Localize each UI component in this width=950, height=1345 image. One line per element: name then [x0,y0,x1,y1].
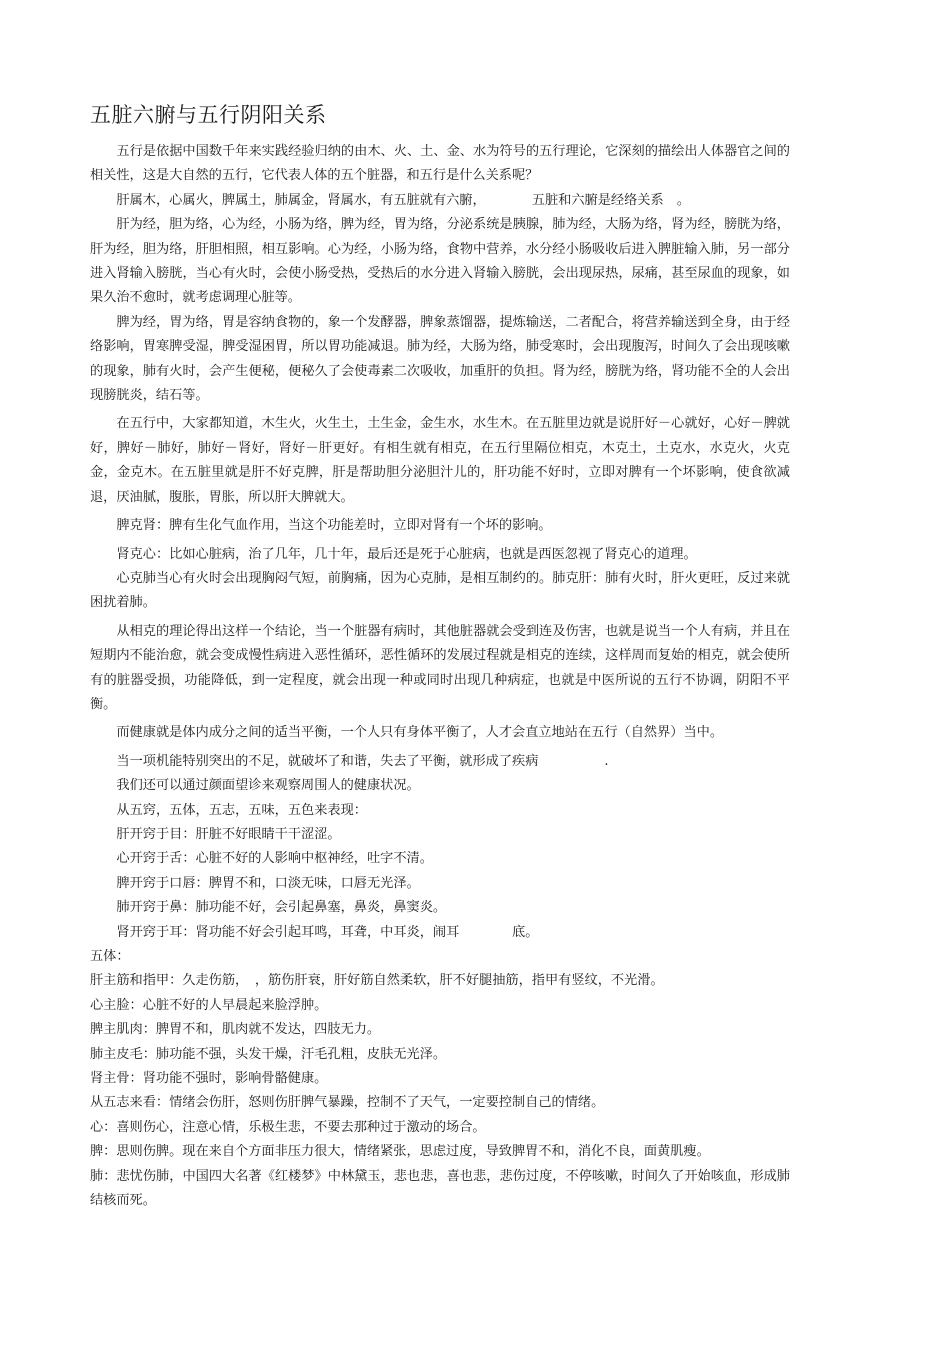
section-heading-five-bodies: 五体： [90,949,130,964]
paragraph-health-balance: 而健康就是体内成分之间的适当平衡，一个人只有身体平衡了，人才会直立地站在五行（自然界）当中。 [116,725,724,741]
line-spleen-thought: 脾：思则伤脾。现在来自个方面非压力很大，情绪紧张，思虑过度，导致脾胃不和，消化不良，面黄肌瘦。 [90,1144,710,1160]
paragraph-facial-diagnosis: 我们还可以通过颜面望诊来观察周围人的健康状况。 [116,778,420,794]
line-heart-joy: 心：喜则伤心，注意心情，乐极生悲，不要去那种过于激动的场合。 [90,1119,486,1135]
paragraph-disease: 当一项机能特别突出的不足，就破坏了和谐，失去了平衡，就形成了疾病 . [116,753,609,769]
line-kidney-bone: 肾主骨：肾功能不强时，影响骨骼健康。 [90,1071,328,1087]
paragraph-generation-cycle: 在五行中，大家都知道，木生火，火生土，土生金，金生水，水生木。在五脏里边就是说肝好－心就好，心好－脾就好，脾好－肺好，肺好－肾好，肾好－肝更好。有相生就有相克，在五行里隔位相克，木克土，土克水，水克火，火克金，金克木。在五脏里就是肝不好克脾，肝是帮助胆分泌胆汁儿的，肝功能不好时，立即对脾有一个坏影响，使食欲减退，厌油腻，腹胀，胃胀，所以肝大脾就大。 [90,416,790,505]
paragraph-liver-meridian: 肝为经，胆为络，心为经，小肠为络，脾为经，胃为络，分泌系统是胰腺，肺为经，大肠为络，肾为经，膀胱为络，肝为经，胆为络，肝胆相照，相互影响。心为经，小肠为络，食物中营养，水分经小肠吸收后进入脾脏输入肺，另一部分进入肾输入膀胱，当心有火时，会使小肠受热，受热后的水分进入肾输入膀胱，会出现尿热，尿痛，甚至尿血的现象，如果久治不愈时，就考虑调理心脏等。 [90,217,790,306]
paragraph-kidney-heart: 肾克心：比如心脏病，治了几年，几十年，最后还是死于心脏病，也就是西医忽视了肾克心的道理。 [116,546,697,562]
line-five-emotions: 从五志来看：情绪会伤肝，怒则伤肝脾气暴躁，控制不了天气，一定要控制自己的情绪。 [90,1095,605,1111]
line-lung-skin: 肺主皮毛：肺功能不强，头发干燥，汗毛孔粗，皮肤无光泽。 [90,1046,447,1062]
paragraph-lung-nose: 肺开窍于鼻：肺功能不好，会引起鼻塞，鼻炎，鼻窦炎。 [116,900,447,916]
document-page [90,100,790,1213]
paragraph-organs-elements: 肝属木，心属火，脾属土，肺属金，肾属水，有五脏就有六腑， 五脏和六腑是经络关系 。 [116,192,691,208]
paragraph-five-aspects: 从五窍，五体，五志，五味，五色来表现： [116,802,367,818]
paragraph-heart-tongue: 心开窍于舌：心脏不好的人影响中枢神经，吐字不清。 [116,851,433,867]
paragraph-spleen-mouth: 脾开窍于口唇：脾胃不和，口淡无味，口唇无光泽。 [116,875,420,891]
paragraph-liver-eyes: 肝开窍于目：肝脏不好眼睛干干涩涩。 [116,826,341,842]
paragraph-spleen-meridian: 脾为经，胃为络，胃是容纳食物的，象一个发酵器，脾象蒸馏器，提炼输送，二者配合，将营养输送到全身，由于经络影响，胃寒脾受湿，脾受湿困胃，所以胃功能减退。肺为经，大肠为络，肺受寒时，会出现腹泻，时间久了会出现咳嗽的现象，肺有火时，会产生便秘，便秘久了会使毒素二次吸收，加重肝的负担。肾为经，膀胱为络，肾功能不全的人会出现膀胱炎，结石等。 [90,314,790,404]
line-lung-grief: 肺：悲忧伤肺，中国四大名著《红楼梦》中林黛玉，悲也悲，喜也悲，悲伤过度，不停咳嗽，时间久了开始咳血，形成肺结核而死。 [90,1168,790,1209]
paragraph-spleen-kidney: 脾克肾：脾有生化气血作用，当这个功能差时，立即对肾有一个坏的影响。 [116,518,552,534]
paragraph-kidney-ears: 肾开窍于耳：肾功能不好会引起耳鸣，耳聋，中耳炎，闹耳 底。 [116,924,539,940]
paragraph-restraint-conclusion: 从相克的理论得出这样一个结论，当一个脏器有病时，其他脏器就会受到连及伤害，也就是说当一个人有病，并且在短期内不能治愈，就会变成慢性病进入恶性循环，恶性循环的发展过程就是相克的连续，这样周而复始的相克，就会使所有的脏器受损，功能降低，到一定程度，就会出现一种或同时出现几种病症，也就是中医所说的五行不协调，阴阳不平衡。 [90,623,790,712]
paragraph-heart-lung: 心克肺当心有火时会出现胸闷气短，前胸痛，因为心克肺，是相互制约的。肺克肝：肺有火时，肝火更旺，反过来就困扰着肺。 [90,570,790,611]
document-title: 五脏六腑与五行阴阳关系 [90,103,327,127]
line-liver-tendons: 肝主筋和指甲：久走伤筋， ，筋伤肝衰，肝好筋自然柔软，肝不好腿抽筋，指甲有竖纹，不光滑。 [90,973,664,989]
line-heart-face: 心主脸：心脏不好的人早晨起来脸浮肿。 [90,997,328,1013]
paragraph-intro: 五行是依据中国数千年来实践经验归纳的由木、火、土、金、水为符号的五行理论，它深刻的描绘出人体器官之间的相关性，这是大自然的五行，它代表人体的五个脏器，和五行是什么关系呢？ [90,144,790,184]
line-spleen-muscle: 脾主肌肉：脾胃不和，肌肉就不发达，四肢无力。 [90,1022,381,1038]
